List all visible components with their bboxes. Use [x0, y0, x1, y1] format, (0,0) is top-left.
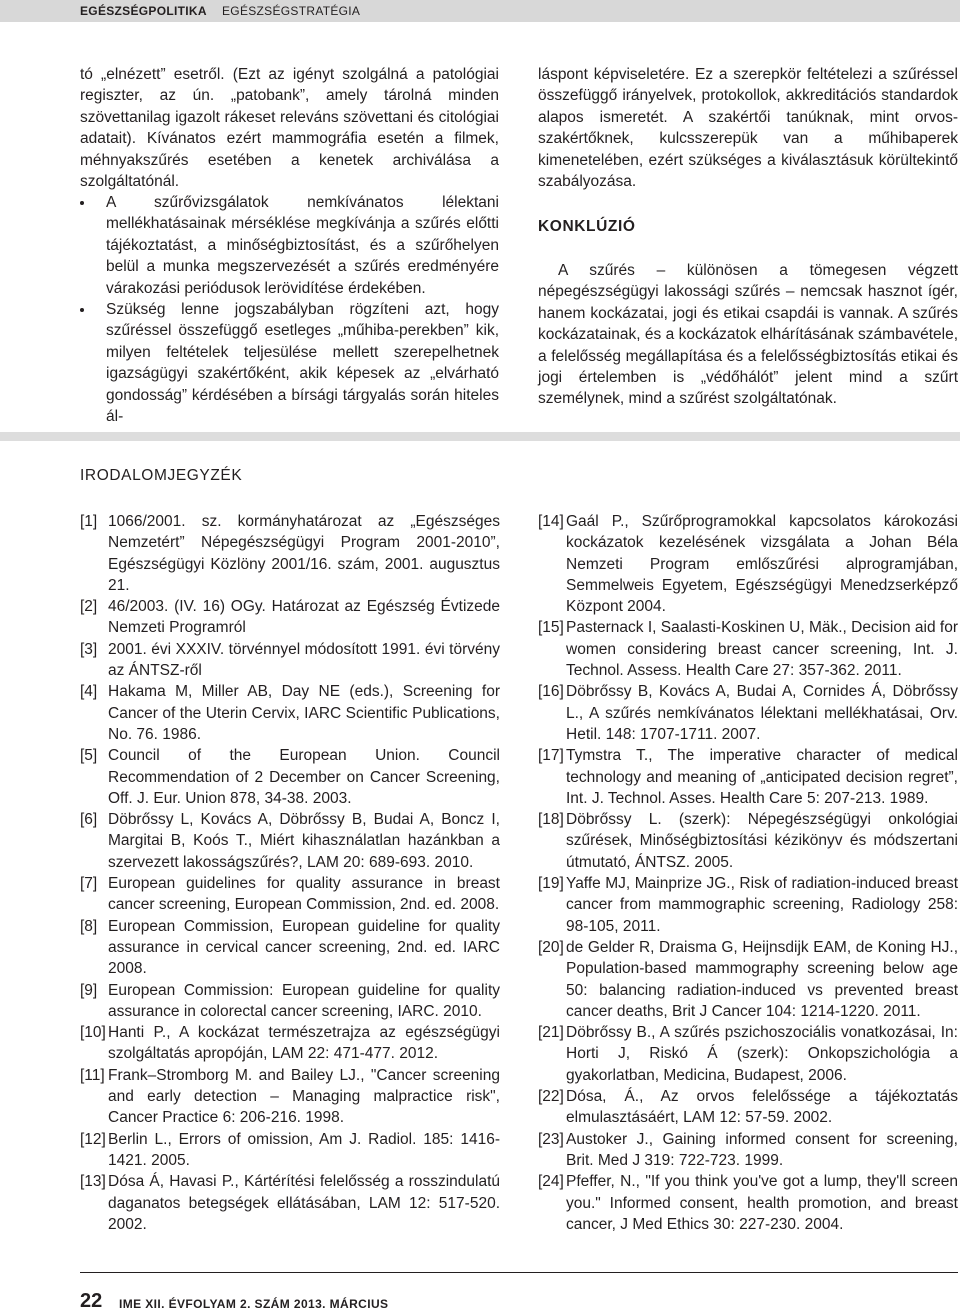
- footer-rule: [80, 1272, 958, 1273]
- reference-item: [538, 1022, 958, 1086]
- reference-number: [2]: [80, 598, 98, 616]
- header-subsection: EGÉSZSÉGSTRATÉGIA: [222, 4, 361, 18]
- reference-text: 1066/2001. sz. kormányhatározat az „Egészséges Nemzetért” Népegészségügyi Program 2001-2010”, Egészségügyi Közlöny 2001/16. szám, 2001. augusztus 21.: [108, 513, 500, 594]
- reference-item: [80, 1129, 500, 1172]
- continuation-paragraph: láspont képviseletére. Ez a szerepkör feltételezi a szűréssel összefüggő irányelvek, protokollok, akkreditációs standardok alapos ismeretét. A szakértői tanúknak, mint orvos-szakértőknek, kulcsszerepük van a műhibaperek kimenetelében, ezért szükséges a kiválasztásuk körültekintő szabályozása.: [538, 66, 958, 191]
- journal-info: IME XII. ÉVFOLYAM 2. SZÁM 2013. MÁRCIUS: [119, 1297, 389, 1311]
- reference-text: Pfeffer, N., "If you think you've got a lump, they'll screen you." Informed consent, health promotion, and breast cancer, J Med Ethics 30: 227-230. 2004.: [566, 1173, 958, 1233]
- reference-item: [80, 681, 500, 745]
- section-separator: [0, 432, 960, 441]
- reference-item: [538, 937, 958, 1022]
- reference-item: [538, 617, 958, 681]
- header-section: EGÉSZSÉGPOLITIKA: [80, 4, 207, 18]
- reference-number: [12]: [80, 1130, 106, 1148]
- reference-text: de Gelder R, Draisma G, Heijnsdijk EAM, de Koning HJ., Population-based mammography screening below age 50: balancing radiation-induced vs prevented breast cancer deaths, Brit J Cancer 104: 1214-1220. 2011.: [566, 938, 958, 1020]
- reference-number: [11]: [80, 1066, 105, 1084]
- reference-text: Austoker J., Gaining informed consent for screening, Brit. Med J 319: 722-723. 1999.: [566, 1130, 958, 1169]
- reference-item: [80, 596, 500, 639]
- reference-number: [21]: [538, 1024, 564, 1042]
- reference-item: [80, 980, 500, 1023]
- reference-text: Hakama M, Miller AB, Day NE (eds.), Screening for Cancer of the Uterin Cervix, IARC Scientific Publications, No. 76. 1986.: [108, 683, 500, 743]
- bullet-dot: [80, 308, 84, 312]
- reference-item: [80, 809, 500, 873]
- page-number: 22: [80, 1290, 103, 1312]
- reference-item: [538, 873, 958, 937]
- references-heading: IRODALOMJEGYZÉK: [80, 467, 243, 484]
- reference-text: Döbrőssy B, Kovács A, Budai A, Cornides Á, Döbrőssy L., A szűrés nemkívánatos lélektani mellékhatásai, Orv. Hetil. 148: 1707-1711. 2007.: [566, 683, 958, 743]
- reference-text: Council of the European Union. Council Recommendation of 2 December on Cancer Screening, Off. J. Eur. Union 878, 34-38. 2003.: [108, 747, 500, 807]
- reference-text: Frank–Stromborg M. and Bailey LJ., "Cancer screening and early detection – Managing malpractice risk", Cancer Practice 6: 206-216. 1998.: [108, 1066, 500, 1127]
- reference-number: [9]: [80, 981, 98, 999]
- reference-number: [17]: [538, 747, 564, 765]
- running-header: [0, 0, 960, 22]
- reference-text: Yaffe MJ, Mainprize JG., Risk of radiation-induced breast cancer from mammographic screening, Radiology 258: 98-105, 2011.: [566, 875, 958, 935]
- reference-number: [23]: [538, 1130, 564, 1148]
- reference-text: Döbrőssy B., A szűrés pszichoszociális vonatkozásai, In: Horti J, Riskó Á (szerk): Onkopszichológia a gyakorlatban, Medicina, Budapest, 2006.: [566, 1024, 958, 1084]
- reference-number: [24]: [538, 1173, 564, 1191]
- reference-text: European Commission, European guideline for quality assurance in cervical cancer screening, 2nd. ed. IARC 2008.: [108, 917, 500, 978]
- reference-number: [20]: [538, 938, 564, 956]
- reference-number: [10]: [80, 1024, 106, 1042]
- reference-text: Döbrőssy L, Kovács A, Döbrőssy B, Budai A, Boncz I, Margitai B, Koós T., Miért kihasználatlan hazánkban a szervezett lakosságszűrés?, LAM 20: 689-693. 2010.: [108, 811, 500, 871]
- reference-text: Gaál P., Szűrőprogramokkal kapcsolatos károkozási kockázatok kezelésének vizsgálata a Johan Béla Nemzeti Program emlőszűrési alprogramjában, Semmelweis Egyetem, Egészségügyi Menedzserképző Központ 2004.: [566, 513, 958, 616]
- reference-text: Döbrőssy L. (szerk): Népegészségügyi onkológiai szűrések, Minőségbiztosítási kézikönyv és módszertani útmutató, ÁNTSZ. 2005.: [566, 811, 958, 871]
- reference-text: Dósa, Á., Az orvos felelőssége a tájékoztatás elmulasztásáért, LAM 12: 57-59. 2002.: [566, 1088, 958, 1127]
- reference-text: European Commission: European guideline for quality assurance in colorectal cancer screening, IARC. 2010.: [108, 981, 500, 1020]
- reference-item: [538, 681, 958, 745]
- reference-number: [22]: [538, 1088, 564, 1106]
- reference-number: [15]: [538, 619, 564, 637]
- conclusion-heading: KONKLÚZIÓ: [538, 218, 636, 235]
- reference-item: [538, 511, 958, 617]
- reference-number: [6]: [80, 811, 98, 829]
- reference-text: 2001. évi XXXIV. törvénnyel módosított 1991. évi törvény az ÁNTSZ-ről: [108, 640, 500, 680]
- reference-text: European guidelines for quality assurance in breast cancer screening, European Commission, 2nd. ed. 2008.: [108, 875, 500, 914]
- reference-item: [538, 809, 958, 873]
- bullet-text: A szűrővizsgálatok nemkívánatos lélektani mellékhatásainak mérséklése megkívánja a szűrés előtti tájékoztatást, a minőségbiztosítást, és a szűrőhelyen belül a munka megszervezését a szűrés eredményére várakozási periódusok lerövidítése érdekében.: [106, 194, 499, 297]
- reference-number: [18]: [538, 811, 564, 829]
- reference-item: [80, 511, 500, 596]
- references-list-left: [80, 511, 500, 1235]
- reference-item: [538, 1129, 958, 1172]
- reference-item: [80, 873, 500, 916]
- reference-number: [14]: [538, 513, 564, 530]
- reference-number: [7]: [80, 875, 98, 893]
- reference-number: [13]: [80, 1173, 106, 1191]
- bullet-dot: [80, 201, 84, 205]
- reference-item: [538, 1171, 958, 1235]
- reference-number: [4]: [80, 683, 98, 701]
- intro-paragraph: tó „elnézett” esetről. (Ezt az igényt szolgálná a patológiai regiszter, az ún. „patobank”, amely tárolná minden szövettanilag igazolt rákeset releváns szövettani és citológiai adatait). Kívánatos ezért mammográfia esetén a filmek, méhnyakszűrés esetében a kenetek archiválása a szolgáltatónál.: [80, 66, 499, 191]
- reference-number: [16]: [538, 683, 564, 701]
- references-list-right: [538, 511, 958, 1235]
- reference-number: [5]: [80, 747, 98, 765]
- reference-text: Pasternack I, Saalasti-Koskinen U, Mäk., Decision aid for women considering breast cancer screening, Int. J. Technol. Assess. Health Care 27: 357-362. 2011.: [566, 619, 958, 680]
- reference-text: Berlin L., Errors of omission, Am J. Radiol. 185: 1416-1421. 2005.: [108, 1130, 500, 1169]
- reference-item: [538, 745, 958, 809]
- reference-item: [80, 1022, 500, 1065]
- reference-item: [80, 639, 500, 682]
- reference-number: [8]: [80, 917, 98, 935]
- reference-number: [19]: [538, 875, 564, 893]
- reference-item: [538, 1086, 958, 1129]
- reference-item: [80, 1171, 500, 1235]
- conclusion-paragraph: A szűrés – különösen a tömegesen végzett népegészségügyi lakossági szűrés – nemcsak hasznot ígér, hanem kockázatai, jogi és etikai csapdái is vannak. A szűrés kockázatainak, és a kockázatok elhárításának számbavétele, a felelősség megállapítása és a felelősségbiztosítás etikai és jogi értelemben is „védőhálót” jelent mind a szűrt személynek, mind a szűrést szolgáltatónak.: [538, 262, 958, 408]
- reference-number: [1]: [80, 513, 98, 530]
- reference-item: [80, 916, 500, 980]
- reference-text: Tymstra T., The imperative character of medical technology and meaning of „anticipated decision regret”, Int. J. Technol. Asses. Health Care 5: 207-213. 1989.: [566, 747, 958, 807]
- bullet-text: Szükség lenne jogszabályban rögzíteni azt, hogy szűréssel összefüggő esetleges „műhiba-perekben” kik, milyen feltételek teljesülése mellett szerepelhetnek igazságügyi szakértőként, akik képesek az „elvárható gondosság” kérdésében a bírsági tárgyalás során hiteles ál-: [106, 301, 499, 426]
- reference-text: Dósa Á, Havasi P., Kártérítési felelősség a rosszindulatú daganatos betegségek ellátásában, LAM 12: 517-520. 2002.: [108, 1173, 500, 1233]
- reference-text: Hanti P., A kockázat természetrajza az egészségügyi szolgáltatás apropóján, LAM 22: 471-477. 2012.: [108, 1024, 500, 1063]
- reference-text: 46/2003. (IV. 16) OGy. Határozat az Egészség Évtizede Nemzeti Programról: [108, 598, 500, 637]
- reference-item: [80, 1065, 500, 1129]
- reference-item: [80, 745, 500, 809]
- reference-number: [3]: [80, 640, 98, 658]
